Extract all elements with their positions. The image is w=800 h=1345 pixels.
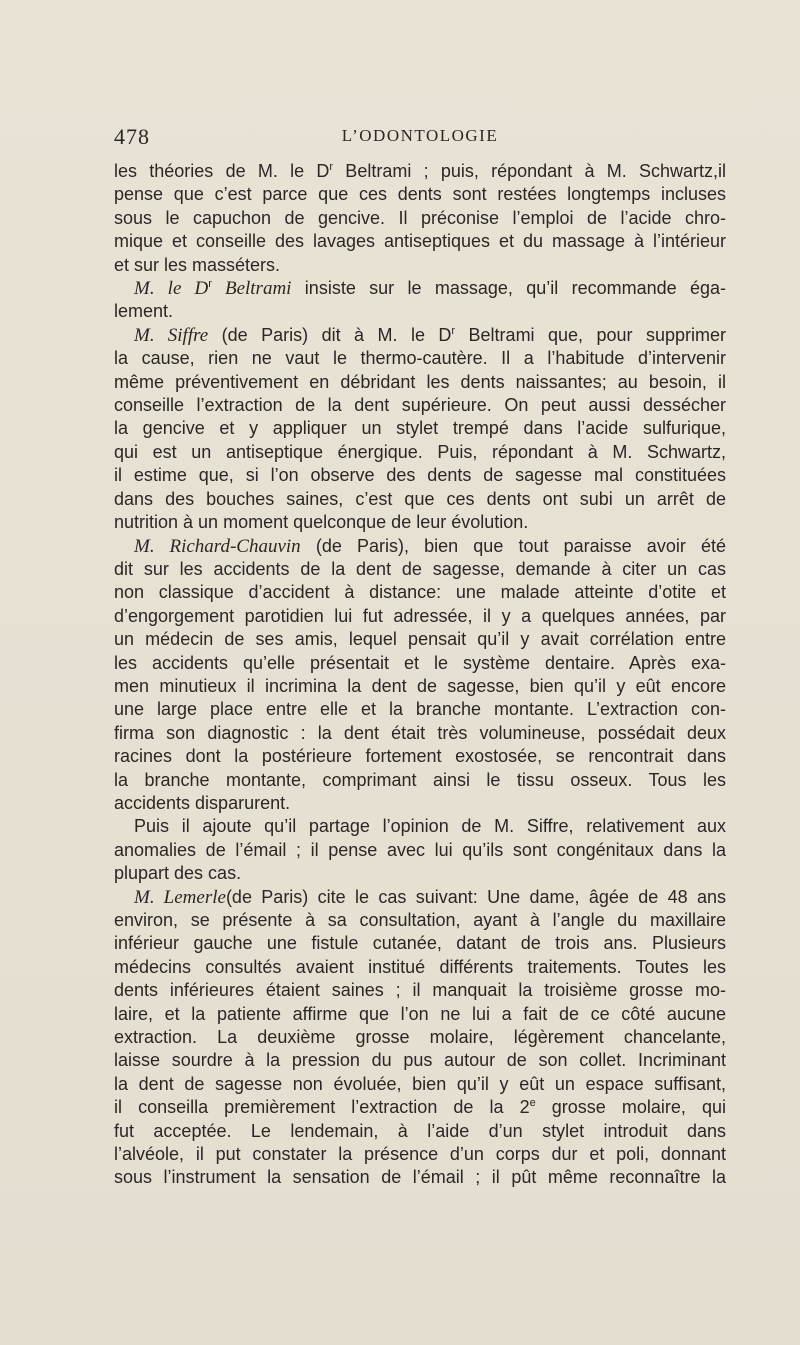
text-run: insiste sur le massage, qu’il recommande éga- <box>291 278 727 299</box>
text-run: anomalies de l’émail ; il pense avec lui qu’ils sont congénitaux dans la <box>114 839 726 860</box>
text-line <box>114 909 726 932</box>
text-line <box>114 1003 726 1026</box>
text-run: (de Paris) cite le cas suivant: Une dame, âgée de 48 ans <box>225 886 726 907</box>
text-line <box>114 979 726 1002</box>
text-line <box>114 488 726 511</box>
text-line <box>114 886 726 909</box>
text-run: la gencive et y appliquer un stylet trempé dans l’acide sulfurique, <box>114 418 726 439</box>
text-line <box>114 745 726 768</box>
text-run: extraction. La deuxième grosse molaire, légèrement chancelante, <box>114 1027 726 1048</box>
text-line <box>114 628 726 651</box>
text-line <box>114 862 726 885</box>
text-run: sous l’instrument la sensation de l’émail ; il pût même reconnaître la <box>114 1167 726 1188</box>
text-run: il conseilla premièrement l’extraction de la 2 <box>114 1097 530 1118</box>
running-title: L’ODONTOLOGIE <box>341 126 499 145</box>
text-run: nutrition à un moment quelconque de leur évolution. <box>114 512 529 533</box>
text-run: fut acceptée. Le lendemain, à l’aide d’un stylet introduit dans <box>114 1120 726 1141</box>
text-line <box>114 722 726 745</box>
text-run: dans des bouches saines, c’est que ces dents ont subi un arrêt de <box>114 488 726 509</box>
text-line <box>114 932 726 955</box>
text-line <box>114 1073 726 1096</box>
text-run: lement. <box>114 301 174 322</box>
text-run: les théories de M. le D <box>114 161 330 181</box>
text-run: la cause, rien ne vaut le thermo-cautère. Il a l’habitude d’intervenir <box>114 348 726 369</box>
text-line <box>114 675 726 698</box>
text-line <box>114 254 726 277</box>
text-line <box>114 1049 726 1072</box>
text-line <box>114 183 726 206</box>
text-run: Puis il ajoute qu’il partage l’opinion de M. Siffre, relativement aux <box>134 816 726 837</box>
text-run: grosse molaire, qui <box>535 1097 726 1118</box>
text-run: dit sur les accidents de la dent de sagesse, demande à citer un cas <box>114 558 726 579</box>
text-run: un médecin de ses amis, lequel pensait qu’il y avait corrélation entre <box>114 629 726 650</box>
speaker-name: M. Lemerle <box>134 886 226 908</box>
text-line <box>114 300 726 323</box>
text-run: non classique d’accident à distance: une malade atteinte d’otite et <box>114 582 726 603</box>
speaker-name: M. le D <box>134 278 209 300</box>
text-line <box>114 652 726 675</box>
text-line <box>114 698 726 721</box>
text-line <box>114 324 726 347</box>
text-run: d’engorgement parotidien lui fut adressée, il y a quelques années, par <box>114 605 726 626</box>
text-line <box>114 956 726 979</box>
superscript: r <box>208 278 212 291</box>
text-run: il estime que, si l’on observe des dents de sagesse mal constituées <box>114 465 726 486</box>
text-run: la branche montante, comprimant ainsi le tissu osseux. Tous les <box>114 769 726 790</box>
text-line <box>114 535 726 558</box>
text-run: laire, et la patiente affirme que l’on ne lui a fait de ce côté aucune <box>114 1003 726 1024</box>
text-run: la dent de sagesse non évoluée, bien qu’il y eût un espace suffisant, <box>114 1073 726 1094</box>
text-run: laisse sourdre à la pression du pus autour de son collet. Incriminant <box>114 1050 726 1071</box>
text-run: (de Paris), bien que tout paraisse avoir été <box>300 535 726 556</box>
superscript: e <box>529 1097 536 1110</box>
text-line <box>114 769 726 792</box>
page-number: 478 <box>114 124 150 149</box>
text-run: men minutieux il incrimina la dent de sagesse, bien qu’il y eût encore <box>114 675 726 696</box>
text-line <box>114 347 726 370</box>
text-run: conseille l’extraction de la dent supérieure. On peut aussi dessécher <box>114 395 726 416</box>
speaker-name: Beltrami <box>211 278 292 300</box>
text-run: pense que c’est parce que ces dents sont restées longtemps incluses <box>114 184 726 205</box>
text-run: Beltrami ; puis, répondant à M. Schwartz,il <box>333 161 727 181</box>
text-run: sous le capuchon de gencive. Il préconise l’emploi de l’acide chro- <box>114 207 726 228</box>
speaker-name: M. Richard-Chauvin <box>134 535 301 557</box>
text-run: dents inférieures étaient saines ; il manquait la troisième grosse mo- <box>114 980 726 1001</box>
text-line <box>114 511 726 534</box>
text-run: plupart des cas. <box>114 863 242 884</box>
text-line <box>114 277 726 300</box>
superscript: r <box>451 324 456 337</box>
text-line <box>114 207 726 230</box>
text-line <box>114 394 726 417</box>
text-line <box>114 230 726 253</box>
text-line <box>114 1096 726 1119</box>
text-run: Beltrami que, pour supprimer <box>455 324 726 345</box>
text-line <box>114 558 726 581</box>
text-line <box>114 441 726 464</box>
page-header <box>114 124 726 154</box>
text-run: racines dont la postérieure fortement exostosée, se rencontrait dans <box>114 746 726 767</box>
text-run: médecins consultés avaient institué différents traitements. Toutes les <box>114 956 726 977</box>
superscript: r <box>329 161 334 173</box>
text-line <box>114 815 726 838</box>
text-line <box>114 371 726 394</box>
text-line <box>114 581 726 604</box>
text-line <box>114 839 726 862</box>
text-run: mique et conseille des lavages antiseptiques et du massage à l’intérieur <box>114 231 726 252</box>
text-line <box>114 1120 726 1143</box>
text-run: accidents disparurent. <box>114 792 291 813</box>
text-line <box>114 1143 726 1166</box>
text-run: qui est un antiseptique énergique. Puis, répondant à M. Schwartz, <box>114 441 726 462</box>
text-run: l’alvéole, il put constater la présence d’un corps dur et poli, donnant <box>114 1144 726 1165</box>
body-text <box>114 160 726 1190</box>
text-line <box>114 417 726 440</box>
text-run: inférieur gauche une fistule cutanée, datant de trois ans. Plusieurs <box>114 933 726 954</box>
text-run: une large place entre elle et la branche montante. L’extraction con- <box>114 699 726 720</box>
text-run: (de Paris) dit à M. le D <box>208 324 452 345</box>
speaker-name: M. Siffre <box>134 324 209 346</box>
text-line <box>114 464 726 487</box>
text-line <box>114 792 726 815</box>
text-line <box>114 160 726 183</box>
text-run: environ, se présente à sa consultation, ayant à l’angle du maxillaire <box>114 910 726 930</box>
text-line <box>114 1026 726 1049</box>
text-run: firma son diagnostic : la dent était très volumineuse, possédait deux <box>114 722 726 743</box>
text-run: les accidents qu’elle présentait et le système dentaire. Après exa- <box>114 652 726 673</box>
text-run: et sur les masséters. <box>114 254 281 275</box>
text-run: même préventivement en débridant les dents naissantes; au besoin, il <box>114 371 726 392</box>
text-line <box>114 1166 726 1189</box>
text-line <box>114 605 726 628</box>
